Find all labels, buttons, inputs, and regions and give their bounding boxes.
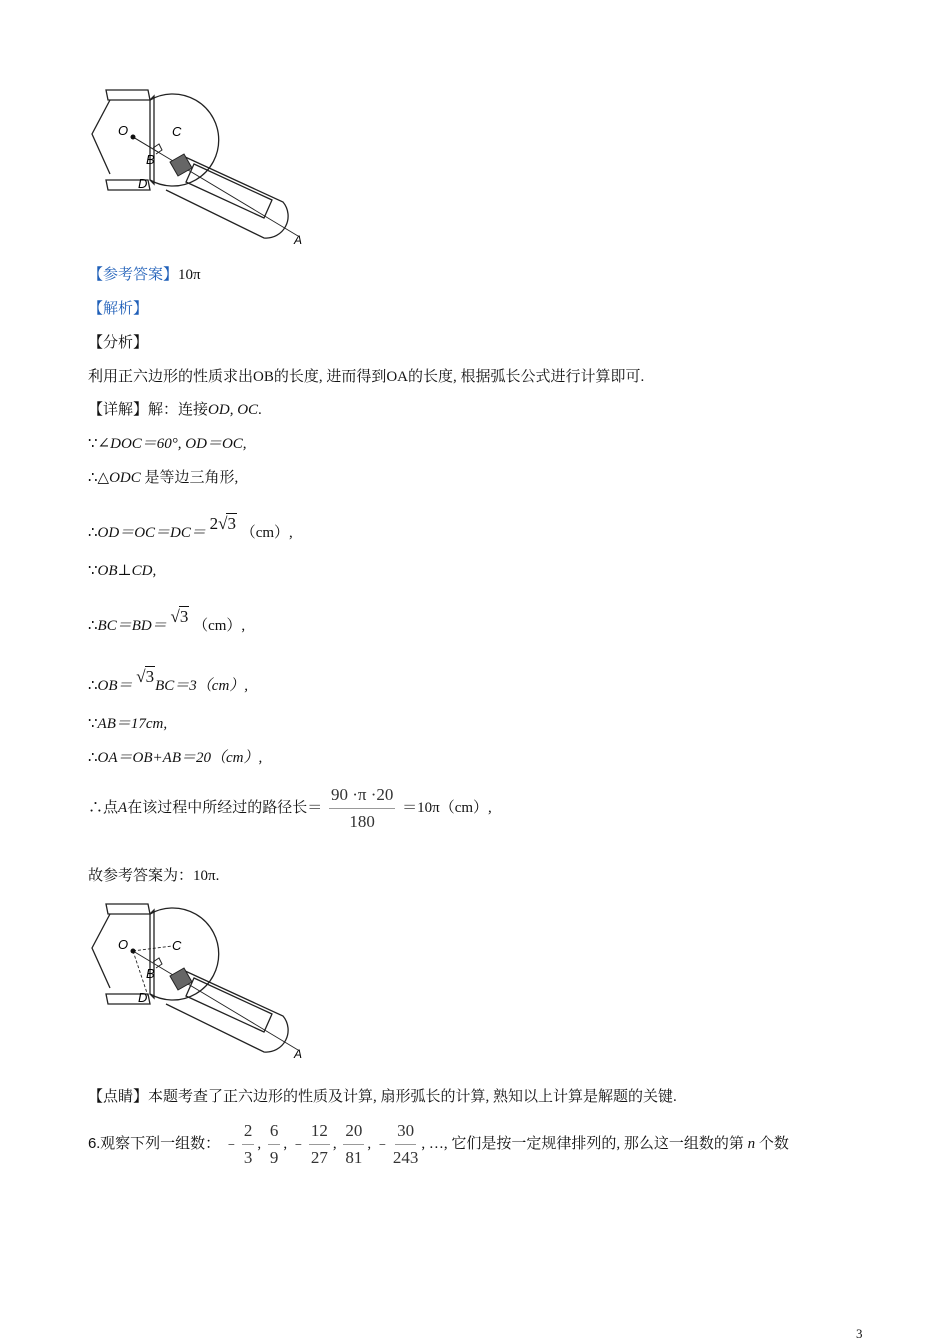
fraction-numerator: 90 ·π ·20	[329, 784, 395, 809]
comment: 【点睛】本题考查了正六边形的性质及计算, 扇形弧长的计算, 熟知以上计算是解题的关键.	[88, 1089, 677, 1105]
therefore-symbol: ∴	[88, 678, 98, 694]
therefore-symbol: ∴	[88, 525, 98, 541]
step-9	[88, 748, 262, 768]
question-number: 6	[88, 1134, 97, 1152]
label-D: D	[138, 176, 148, 191]
fraction-numerator: 2	[242, 1120, 255, 1145]
answer-tag: 【参考答案】	[88, 267, 179, 283]
sqrt-expression: √3	[136, 667, 155, 686]
label-O: O	[118, 937, 129, 952]
step-4	[88, 514, 293, 543]
fraction-denominator: 180	[349, 812, 375, 831]
label-A: A	[294, 1047, 303, 1061]
analysis-tag: 【解析】	[88, 301, 149, 317]
sequence-fraction	[309, 1120, 330, 1169]
sqrt-coefficient: 2	[209, 514, 219, 533]
label-A: A	[294, 233, 303, 247]
conclusion: 故参考答案为：10π.	[88, 868, 220, 884]
wrench-figure-2	[88, 898, 318, 1063]
step-5-math: OB⊥CD,	[97, 563, 157, 579]
because-symbol: ∵	[88, 716, 98, 732]
question-var: n	[747, 1135, 756, 1152]
arc-length-fraction	[329, 784, 395, 833]
therefore-symbol: ∴	[88, 618, 98, 634]
therefore-symbol: ∴	[88, 750, 98, 766]
page-number: 3	[856, 1326, 863, 1341]
sqrt-radicand: 3	[145, 667, 155, 686]
because-symbol: ∵	[88, 563, 98, 579]
fraction-numerator: 30	[395, 1120, 416, 1145]
label-O: O	[118, 123, 129, 138]
fraction-denominator: 27	[310, 1148, 328, 1167]
fraction-numerator: 6	[268, 1120, 281, 1145]
fraction-numerator: 20	[343, 1120, 364, 1145]
step-10-var: A	[118, 799, 128, 816]
step-1-text: 解：连接	[148, 402, 209, 418]
sequence-fraction	[343, 1120, 364, 1169]
sqrt-expression: √3	[170, 607, 189, 626]
fraction-denominator: 3	[243, 1148, 253, 1167]
wrench-figure-1	[88, 84, 318, 249]
step-6-unit: （cm）,	[193, 618, 246, 634]
step-8-math: AB＝17cm,	[97, 716, 168, 732]
analysis-sub: 【分析】	[88, 335, 149, 351]
fraction-sign: ﹣	[290, 1135, 306, 1152]
fraction-denominator: 9	[269, 1148, 279, 1167]
step-10-text: 点	[103, 799, 119, 816]
sqrt-expression: 2√3	[209, 514, 236, 533]
step-6-math: BC＝BD＝	[97, 618, 167, 634]
label-B: B	[146, 152, 155, 167]
sqrt-radicand: 3	[179, 607, 189, 626]
because-symbol: ∵	[88, 436, 98, 452]
fraction-numerator: 12	[309, 1120, 330, 1145]
step-6	[88, 607, 245, 636]
label-D: D	[138, 990, 148, 1005]
fraction-sign: ﹣	[374, 1135, 390, 1152]
step-9-math: OA＝OB+AB＝20（cm）,	[97, 750, 263, 766]
fraction-denominator: 81	[345, 1148, 363, 1167]
detail-tag: 【详解】	[88, 402, 149, 418]
question-lead: .观察下列一组数：	[96, 1135, 221, 1152]
step-10-result: ＝10π（cm）,	[402, 799, 492, 816]
label-C: C	[172, 124, 182, 139]
step-3-math: △ODC	[97, 470, 141, 486]
step-7-math: OB＝	[97, 678, 133, 694]
sqrt-radicand: 3	[227, 514, 236, 533]
answer-value: 10π	[178, 267, 201, 283]
label-C: C	[172, 938, 182, 953]
therefore-symbol: ∴	[88, 799, 104, 816]
fraction-denominator: 243	[392, 1148, 419, 1167]
answer-line	[88, 265, 201, 285]
step-5	[88, 561, 156, 581]
therefore-symbol: ∴	[88, 470, 98, 486]
step-1: 【详解】解：连接OD, OC.	[88, 402, 262, 418]
sequence-fraction	[242, 1120, 255, 1169]
fraction-sign: ﹣	[223, 1135, 239, 1152]
step-2	[88, 434, 247, 454]
step-8	[88, 714, 167, 734]
step-10	[88, 784, 492, 833]
step-4-unit: （cm）,	[240, 525, 293, 541]
label-B: B	[146, 966, 155, 981]
step-7	[88, 667, 248, 696]
sequence-fraction	[268, 1120, 281, 1169]
step-7-rest: BC＝3（cm）,	[155, 678, 249, 694]
step-2-math: ∠DOC＝60°, OD＝OC,	[97, 436, 247, 452]
question-6: 6.观察下列一组数： ﹣ $\frac{2}{3}$ , $\frac{6}{9}$ , ﹣ $\frac{12}{27}$ , $\frac{20}{81}$ , ﹣ $\frac{30}{243}$ , …, 它们是按一定规律排列的, 那么这一组数的第 n 个数	[88, 1121, 789, 1167]
sequence-fraction	[393, 1120, 419, 1169]
step-10-text2: 在该过程中所经过的路径长＝	[127, 799, 323, 816]
step-1-math: OD, OC	[208, 402, 259, 418]
step-4-math: OD＝OC＝DC＝	[97, 525, 206, 541]
analysis-text: 利用正六边形的性质求出OB的长度, 进而得到OA的长度, 根据弧长公式进行计算即可.	[88, 369, 645, 385]
question-tail: , …, 它们是按一定规律排列的, 那么这一组数的第	[421, 1135, 744, 1152]
question-tail-end: 个数	[758, 1135, 789, 1152]
step-3	[88, 468, 238, 488]
step-3-text: 是等边三角形,	[144, 470, 239, 486]
